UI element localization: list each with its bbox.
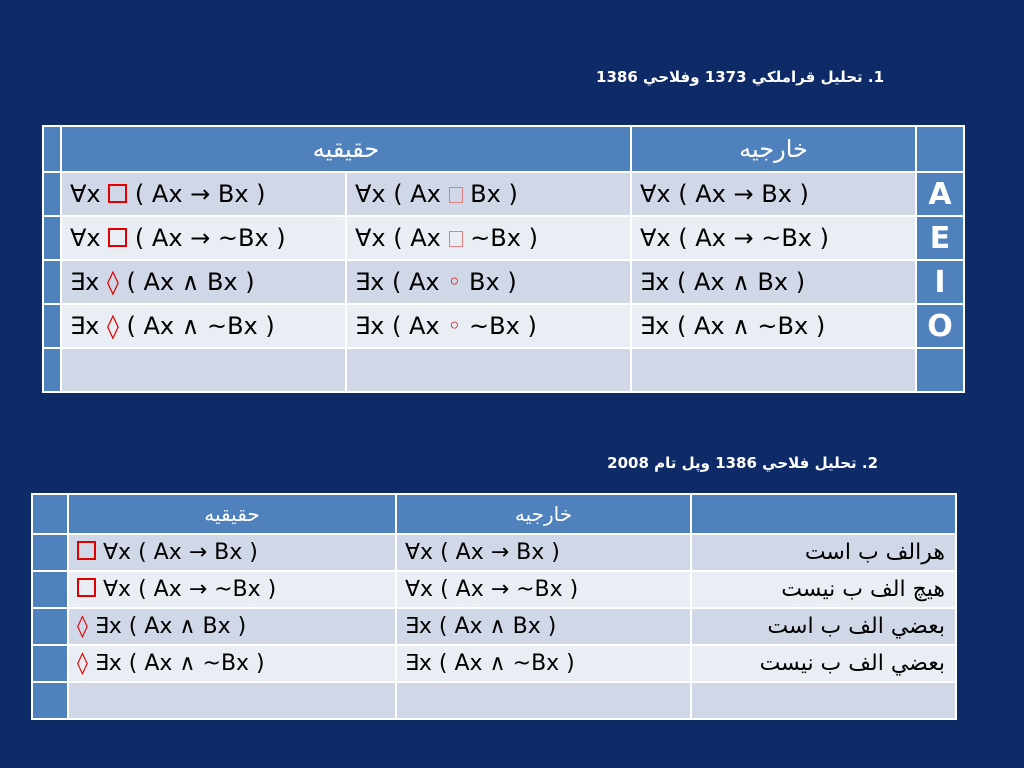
header-blank-cell [916,126,964,172]
empty-cell [68,682,396,719]
necessity-box-icon [77,578,96,597]
table-row-empty [43,348,964,392]
side-cell [43,172,61,216]
table-header-row [43,126,964,172]
header-haqiqiyya: حقيقيه [61,126,631,172]
header-kharijiyya: خارجيه [631,126,916,172]
side-cell [32,534,68,571]
side-cell [32,682,68,719]
table-modal-analysis-2 [31,493,957,720]
cell-haqiqiyya-modal: ∀x ( Ax → ~Bx ) [61,216,346,260]
cell-proposition-label: بعضي الف ب نيست [691,645,956,682]
table-row [32,608,956,645]
cell-haqiqiyya: ◊ ∃x ( Ax ∧ ~Bx ) [68,645,396,682]
cell-kharijiyya: ∀x ( Ax → Bx ) [631,172,916,216]
table-row [32,645,956,682]
header-blank-cell [43,126,61,172]
side-cell [43,304,61,348]
side-cell [32,571,68,608]
compossibility-circle-icon: ◦ [447,312,462,340]
side-cell [43,348,61,392]
cell-kharijiyya: ∃x ( Ax ∧ Bx ) [631,260,916,304]
cell-haqiqiyya-connective: ∀x ( Ax Bx ) [346,172,631,216]
side-cell [32,608,68,645]
strict-implication-box-icon [449,187,463,203]
letter-cell: E [916,216,964,260]
table-row [32,571,956,608]
empty-cell [61,348,346,392]
empty-cell [916,348,964,392]
table-row [32,534,956,571]
side-cell [43,260,61,304]
cell-kharijiyya: ∀x ( Ax → ~Bx ) [396,571,691,608]
side-cell [43,216,61,260]
cell-kharijiyya: ∃x ( Ax ∧ ~Bx ) [396,645,691,682]
cell-proposition-label: بعضي الف ب است [691,608,956,645]
empty-cell [691,682,956,719]
caption-analysis-1: 1. تحليل قراملكي 1373 وفلاحي 1386 [596,68,884,86]
table-row [43,260,964,304]
cell-haqiqiyya-connective: ∃x ( Ax ◦ ~Bx ) [346,304,631,348]
strict-implication-box-icon [449,231,463,247]
cell-kharijiyya: ∀x ( Ax → ~Bx ) [631,216,916,260]
header-kharijiyya: خارجيه [396,494,691,534]
possibility-diamond-icon: ◊ [77,651,88,676]
table-row [43,304,964,348]
header-blank-cell [691,494,956,534]
empty-cell [631,348,916,392]
header-haqiqiyya: حقيقيه [68,494,396,534]
cell-kharijiyya: ∃x ( Ax ∧ Bx ) [396,608,691,645]
cell-haqiqiyya-connective: ∀x ( Ax ~Bx ) [346,216,631,260]
header-blank-cell [32,494,68,534]
cell-proposition-label: هيچ الف ب نيست [691,571,956,608]
necessity-box-icon [108,184,127,203]
empty-cell [346,348,631,392]
cell-kharijiyya: ∃x ( Ax ∧ ~Bx ) [631,304,916,348]
side-cell [32,645,68,682]
letter-cell: I [916,260,964,304]
cell-haqiqiyya-modal: ∃x ◊ ( Ax ∧ ~Bx ) [61,304,346,348]
cell-haqiqiyya-modal: ∃x ◊ ( Ax ∧ Bx ) [61,260,346,304]
cell-haqiqiyya: ∀x ( Ax → Bx ) [68,534,396,571]
table-row-empty [32,682,956,719]
empty-cell [396,682,691,719]
cell-haqiqiyya-modal: ∀x ( Ax → Bx ) [61,172,346,216]
necessity-box-icon [77,541,96,560]
letter-cell: A [916,172,964,216]
table-modal-analysis-1 [42,125,965,393]
cell-haqiqiyya-connective: ∃x ( Ax ◦ Bx ) [346,260,631,304]
cell-haqiqiyya: ◊ ∃x ( Ax ∧ Bx ) [68,608,396,645]
necessity-box-icon [108,228,127,247]
cell-haqiqiyya: ∀x ( Ax → ~Bx ) [68,571,396,608]
possibility-diamond-icon: ◊ [107,268,119,296]
caption-analysis-2: 2. تحليل فلاحي 1386 وپل تام 2008 [607,454,878,472]
possibility-diamond-icon: ◊ [107,312,119,340]
table-header-row [32,494,956,534]
table-row [43,172,964,216]
letter-cell: O [916,304,964,348]
cell-kharijiyya: ∀x ( Ax → Bx ) [396,534,691,571]
table-row [43,216,964,260]
compossibility-circle-icon: ◦ [447,268,462,296]
possibility-diamond-icon: ◊ [77,614,88,639]
cell-proposition-label: هرالف ب است [691,534,956,571]
